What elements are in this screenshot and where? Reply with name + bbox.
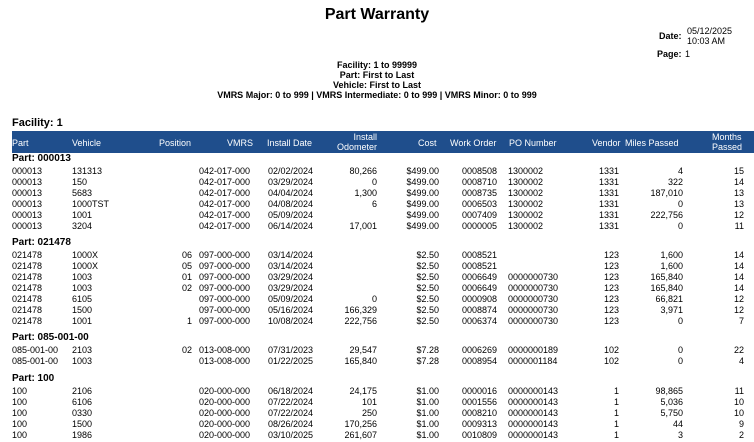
cell-part: 000013 — [12, 177, 43, 187]
cell-po-number: 0000000143 — [508, 397, 559, 407]
cell-months-passed: 10 — [733, 408, 744, 418]
cell-miles-passed: 66,821 — [655, 294, 683, 304]
table-row — [12, 221, 754, 232]
cell-vmrs: 042-017-000 — [199, 210, 251, 220]
cell-position: 02 — [181, 345, 192, 355]
cell-miles-passed: 98,865 — [655, 386, 683, 396]
cell-miles-passed: 165,840 — [650, 283, 683, 293]
cell-part: 021478 — [12, 316, 43, 326]
cell-install-odometer: 222,756 — [344, 316, 377, 326]
cell-vehicle: 3204 — [72, 221, 93, 231]
cell-months-passed: 14 — [733, 283, 744, 293]
cell-po-number: 0000000730 — [508, 316, 559, 326]
table-row — [12, 283, 754, 294]
cell-cost: $1.00 — [416, 419, 439, 429]
cell-vmrs: 097-000-000 — [199, 261, 251, 271]
cell-vendor: 102 — [603, 345, 619, 355]
cell-vehicle: 1001 — [72, 210, 93, 220]
cell-work-order: 0008210 — [462, 408, 498, 418]
cell-months-passed: 11 — [734, 386, 744, 396]
cell-cost: $499.00 — [406, 199, 439, 209]
cell-cost: $2.50 — [416, 283, 439, 293]
cell-vmrs: 042-017-000 — [199, 221, 251, 231]
cell-months-passed: 12 — [733, 294, 744, 304]
cell-install-date: 08/26/2024 — [268, 419, 314, 429]
cell-install-odometer: 24,175 — [349, 386, 377, 396]
cell-vendor: 1331 — [598, 199, 619, 209]
cell-install-date: 02/02/2024 — [268, 166, 314, 176]
cell-miles-passed: 0 — [677, 345, 683, 355]
cell-months-passed: 11 — [734, 221, 744, 231]
cell-work-order: 0006649 — [462, 272, 498, 282]
cell-install-date: 06/18/2024 — [268, 386, 314, 396]
cell-cost: $499.00 — [406, 221, 439, 231]
cell-miles-passed: 0 — [677, 316, 683, 326]
col-position: Position — [159, 138, 192, 148]
cell-months-passed: 14 — [733, 272, 744, 282]
cell-cost: $499.00 — [406, 166, 439, 176]
cell-position: 02 — [181, 283, 192, 293]
table-row — [12, 419, 754, 430]
cell-po-number: 0000000143 — [508, 419, 559, 429]
cell-vehicle: 1001 — [72, 316, 93, 326]
cell-cost: $7.28 — [416, 345, 439, 355]
cell-po-number: 1300002 — [508, 221, 544, 231]
cell-months-passed: 4 — [738, 356, 744, 366]
cell-work-order: 0008521 — [462, 261, 498, 271]
cell-part: 000013 — [12, 188, 43, 198]
cell-cost: $2.50 — [416, 316, 439, 326]
cell-install-date: 03/29/2024 — [268, 177, 314, 187]
cell-vendor: 102 — [603, 356, 619, 366]
cell-position: 01 — [181, 272, 192, 282]
cell-install-odometer: 170,256 — [344, 419, 377, 429]
cell-vendor: 1331 — [598, 166, 619, 176]
cell-vehicle: 150 — [72, 177, 88, 187]
report-parameters — [0, 60, 754, 100]
cell-vehicle: 1003 — [72, 272, 93, 282]
date-label: Date: — [659, 31, 682, 41]
table-row — [12, 397, 754, 408]
cell-vmrs: 020-000-000 — [199, 386, 251, 396]
cell-install-odometer: 250 — [361, 408, 377, 418]
cell-work-order: 0001556 — [462, 397, 498, 407]
cell-install-date: 07/31/2023 — [268, 345, 314, 355]
cell-cost: $1.00 — [416, 386, 439, 396]
cell-vendor: 1 — [613, 397, 619, 407]
cell-install-date: 01/22/2025 — [268, 356, 314, 366]
table-row — [12, 261, 754, 272]
cell-vehicle: 2106 — [72, 386, 93, 396]
cell-vehicle: 1500 — [72, 305, 93, 315]
cell-vehicle: 2103 — [72, 345, 93, 355]
cell-install-date: 04/04/2024 — [268, 188, 314, 198]
col-vmrs: VMRS — [227, 138, 254, 148]
cell-part: 100 — [12, 386, 28, 396]
cell-part: 021478 — [12, 272, 43, 282]
cell-install-odometer: 0 — [371, 177, 377, 187]
cell-vmrs: 097-000-000 — [199, 316, 251, 326]
cell-work-order: 0008521 — [462, 250, 498, 260]
cell-miles-passed: 322 — [667, 177, 683, 187]
cell-install-odometer: 80,266 — [349, 166, 377, 176]
cell-work-order: 0006649 — [462, 283, 498, 293]
cell-part: 021478 — [12, 283, 43, 293]
cell-work-order: 0007409 — [462, 210, 498, 220]
cell-work-order: 0006374 — [462, 316, 498, 326]
cell-months-passed: 7 — [738, 316, 744, 326]
cell-work-order: 0008710 — [462, 177, 498, 187]
cell-po-number: 1300002 — [508, 199, 544, 209]
cell-install-odometer: 165,840 — [344, 356, 377, 366]
table-row — [12, 199, 754, 210]
cell-vehicle: 1986 — [72, 430, 93, 440]
cell-install-date: 05/16/2024 — [268, 305, 314, 315]
cell-position: 1 — [186, 316, 192, 326]
cell-miles-passed: 5,036 — [660, 397, 683, 407]
col-part: Part — [12, 138, 29, 148]
col-vendor: Vendor — [592, 138, 621, 148]
cell-install-date: 03/29/2024 — [268, 283, 314, 293]
cell-install-odometer: 6 — [371, 199, 377, 209]
page-number: 1 — [685, 49, 691, 59]
cell-work-order: 0000005 — [462, 221, 498, 231]
cell-vendor: 123 — [603, 283, 619, 293]
cell-install-date: 03/14/2024 — [268, 261, 314, 271]
table-row — [12, 345, 754, 356]
cell-work-order: 0008954 — [462, 356, 498, 366]
param-vehicle: Vehicle: First to Last — [332, 80, 422, 90]
cell-cost: $499.00 — [406, 177, 439, 187]
cell-vmrs: 020-000-000 — [199, 408, 251, 418]
group-label: Part: 021478 — [12, 237, 71, 248]
param-vmrs: VMRS Major: 0 to 999 | VMRS Intermediate: 0 to 999 | VMRS Minor: 0 to 999 — [217, 90, 537, 100]
cell-miles-passed: 187,010 — [650, 188, 683, 198]
time-value: 10:03 AM — [687, 36, 726, 46]
report-title: Part Warranty — [324, 6, 430, 23]
cell-position: 06 — [181, 250, 192, 260]
cell-miles-passed: 5,750 — [660, 408, 683, 418]
col-work-order: Work Order — [450, 138, 497, 148]
cell-vmrs: 020-000-000 — [199, 419, 251, 429]
cell-vehicle: 1000X — [72, 261, 99, 271]
cell-work-order: 0010809 — [462, 430, 498, 440]
cell-position: 05 — [181, 261, 192, 271]
table-row — [12, 386, 754, 397]
cell-install-date: 03/10/2025 — [268, 430, 314, 440]
cell-cost: $2.50 — [416, 250, 439, 260]
cell-part: 085-001-00 — [12, 356, 59, 366]
cell-vendor: 1 — [613, 419, 619, 429]
cell-vmrs: 097-000-000 — [199, 250, 251, 260]
table-row — [12, 210, 754, 221]
cell-miles-passed: 3 — [677, 430, 683, 440]
cell-vehicle: 1003 — [72, 283, 93, 293]
cell-work-order: 0000016 — [462, 386, 498, 396]
cell-po-number: 1300002 — [508, 188, 544, 198]
cell-part: 000013 — [12, 221, 43, 231]
cell-cost: $1.00 — [416, 397, 439, 407]
table-row — [12, 250, 754, 261]
col-install-odometer: Install Odometer — [336, 132, 377, 152]
col-po-number: PO Number — [509, 138, 557, 148]
cell-vehicle: 1003 — [72, 356, 93, 366]
cell-work-order: 0000908 — [462, 294, 498, 304]
cell-vendor: 123 — [603, 261, 619, 271]
cell-miles-passed: 1,600 — [660, 250, 683, 260]
cell-work-order: 0008508 — [462, 166, 498, 176]
cell-vehicle: 1500 — [72, 419, 93, 429]
cell-vmrs: 020-000-000 — [199, 397, 251, 407]
table-row — [12, 356, 754, 367]
cell-part: 021478 — [12, 250, 43, 260]
cell-vmrs: 042-017-000 — [199, 199, 251, 209]
cell-vehicle: 1000TST — [72, 199, 110, 209]
col-cost: Cost — [418, 138, 437, 148]
cell-work-order: 0009313 — [462, 419, 498, 429]
cell-vehicle: 0330 — [72, 408, 93, 418]
cell-vendor: 123 — [603, 272, 619, 282]
cell-vehicle: 5683 — [72, 188, 93, 198]
table-row — [12, 408, 754, 419]
group-label: Part: 000013 — [12, 153, 71, 164]
cell-vmrs: 042-017-000 — [199, 177, 251, 187]
cell-install-odometer: 1,300 — [354, 188, 377, 198]
cell-part: 021478 — [12, 305, 43, 315]
cell-po-number: 0000000730 — [508, 294, 559, 304]
cell-part: 000013 — [12, 166, 43, 176]
table-row — [12, 188, 754, 199]
cell-miles-passed: 3,971 — [660, 305, 683, 315]
cell-months-passed: 2 — [738, 430, 744, 440]
cell-cost: $2.50 — [416, 294, 439, 304]
cell-vendor: 123 — [603, 294, 619, 304]
table-row — [12, 316, 754, 327]
cell-install-odometer: 101 — [361, 397, 377, 407]
cell-months-passed: 13 — [733, 199, 744, 209]
table-row — [12, 166, 754, 177]
cell-vmrs: 097-000-000 — [199, 305, 251, 315]
table-row — [12, 177, 754, 188]
cell-vendor: 123 — [603, 316, 619, 326]
cell-po-number: 0000000730 — [508, 283, 559, 293]
cell-miles-passed: 0 — [677, 221, 683, 231]
cell-vmrs: 013-008-000 — [199, 356, 251, 366]
cell-work-order: 0006503 — [462, 199, 498, 209]
cell-cost: $499.00 — [406, 188, 439, 198]
cell-vendor: 123 — [603, 305, 619, 315]
param-part: Part: First to Last — [339, 70, 415, 80]
cell-miles-passed: 222,756 — [650, 210, 683, 220]
cell-po-number: 1300002 — [508, 210, 544, 220]
cell-months-passed: 15 — [733, 166, 744, 176]
cell-months-passed: 13 — [733, 188, 744, 198]
cell-months-passed: 12 — [733, 210, 744, 220]
cell-part: 000013 — [12, 210, 43, 220]
date-value: 05/12/2025 — [687, 26, 733, 36]
cell-months-passed: 14 — [733, 250, 744, 260]
cell-part: 000013 — [12, 199, 43, 209]
cell-months-passed: 14 — [733, 261, 744, 271]
cell-cost: $499.00 — [406, 210, 439, 220]
cell-miles-passed: 1,600 — [660, 261, 683, 271]
cell-po-number: 0000001184 — [508, 356, 558, 366]
cell-miles-passed: 0 — [677, 356, 683, 366]
cell-vmrs: 020-000-000 — [199, 430, 251, 440]
cell-vmrs: 097-000-000 — [199, 272, 251, 282]
cell-po-number: 1300002 — [508, 166, 544, 176]
cell-months-passed: 22 — [733, 345, 744, 355]
cell-install-odometer: 166,329 — [344, 305, 377, 315]
group-label: Part: 085-001-00 — [12, 332, 89, 343]
group-label: Part: 100 — [12, 373, 55, 384]
cell-install-date: 10/08/2024 — [268, 316, 314, 326]
cell-vmrs: 013-008-000 — [199, 345, 251, 355]
cell-miles-passed: 44 — [672, 419, 683, 429]
cell-install-date: 04/08/2024 — [268, 199, 314, 209]
cell-months-passed: 10 — [733, 397, 744, 407]
cell-part: 021478 — [12, 261, 43, 271]
table-header — [12, 131, 754, 153]
cell-vmrs: 097-000-000 — [199, 283, 251, 293]
cell-miles-passed: 4 — [677, 166, 683, 176]
cell-install-date: 03/29/2024 — [268, 272, 314, 282]
cell-part: 085-001-00 — [12, 345, 59, 355]
cell-vendor: 1 — [613, 430, 619, 440]
cell-work-order: 0008874 — [462, 305, 498, 315]
cell-vendor: 123 — [603, 250, 619, 260]
cell-install-date: 05/09/2024 — [268, 210, 314, 220]
cell-po-number: 0000000730 — [508, 305, 559, 315]
cell-po-number: 0000000143 — [508, 430, 559, 440]
cell-install-odometer: 17,001 — [349, 221, 377, 231]
cell-cost: $2.50 — [416, 272, 439, 282]
table-row — [12, 272, 754, 283]
col-vehicle: Vehicle — [72, 138, 102, 148]
facility-heading: Facility: 1 — [12, 117, 63, 129]
cell-po-number: 0000000143 — [508, 408, 559, 418]
cell-vehicle: 131313 — [72, 166, 103, 176]
cell-vehicle: 1000X — [72, 250, 99, 260]
cell-install-date: 06/14/2024 — [268, 221, 314, 231]
cell-vmrs: 097-000-000 — [199, 294, 251, 304]
col-install-date: Install Date — [267, 138, 313, 148]
cell-work-order: 0006269 — [462, 345, 498, 355]
cell-months-passed: 12 — [733, 305, 744, 315]
cell-vendor: 1331 — [598, 210, 619, 220]
cell-install-odometer: 0 — [371, 294, 377, 304]
param-facility: Facility: 1 to 99999 — [336, 60, 418, 70]
cell-part: 100 — [12, 419, 28, 429]
cell-vendor: 1 — [613, 386, 619, 396]
cell-part: 100 — [12, 408, 28, 418]
table-row — [12, 430, 754, 441]
table-row — [12, 294, 754, 305]
cell-install-odometer: 29,547 — [349, 345, 377, 355]
cell-part: 021478 — [12, 294, 43, 304]
cell-install-date: 05/09/2024 — [268, 294, 314, 304]
cell-vehicle: 6106 — [72, 397, 93, 407]
cell-cost: $7.28 — [416, 356, 439, 366]
cell-vendor: 1 — [613, 408, 619, 418]
cell-vehicle: 6105 — [72, 294, 93, 304]
cell-cost: $1.00 — [416, 408, 439, 418]
cell-months-passed: 9 — [738, 419, 744, 429]
cell-vendor: 1331 — [598, 188, 619, 198]
cell-po-number: 0000000143 — [508, 386, 559, 396]
cell-miles-passed: 165,840 — [650, 272, 683, 282]
cell-install-date: 03/14/2024 — [268, 250, 314, 260]
cell-months-passed: 14 — [733, 177, 744, 187]
cell-part: 100 — [12, 430, 28, 440]
cell-cost: $2.50 — [416, 305, 439, 315]
cell-part: 100 — [12, 397, 28, 407]
cell-cost: $1.00 — [416, 430, 439, 440]
cell-vmrs: 042-017-000 — [199, 166, 251, 176]
cell-work-order: 0008735 — [462, 188, 498, 198]
cell-vendor: 1331 — [598, 221, 619, 231]
cell-install-date: 07/22/2024 — [268, 408, 314, 418]
col-months-passed: Months Passed — [712, 132, 743, 152]
cell-vmrs: 042-017-000 — [199, 188, 251, 198]
cell-miles-passed: 0 — [677, 199, 683, 209]
col-miles-passed: Miles Passed — [625, 138, 679, 148]
table-row — [12, 305, 754, 316]
cell-po-number: 1300002 — [508, 177, 544, 187]
page-label: Page: — [657, 49, 682, 59]
cell-install-date: 07/22/2024 — [268, 397, 314, 407]
cell-cost: $2.50 — [416, 261, 439, 271]
cell-install-odometer: 261,607 — [344, 430, 377, 440]
cell-vendor: 1331 — [598, 177, 619, 187]
cell-po-number: 0000000189 — [508, 345, 559, 355]
cell-po-number: 0000000730 — [508, 272, 559, 282]
